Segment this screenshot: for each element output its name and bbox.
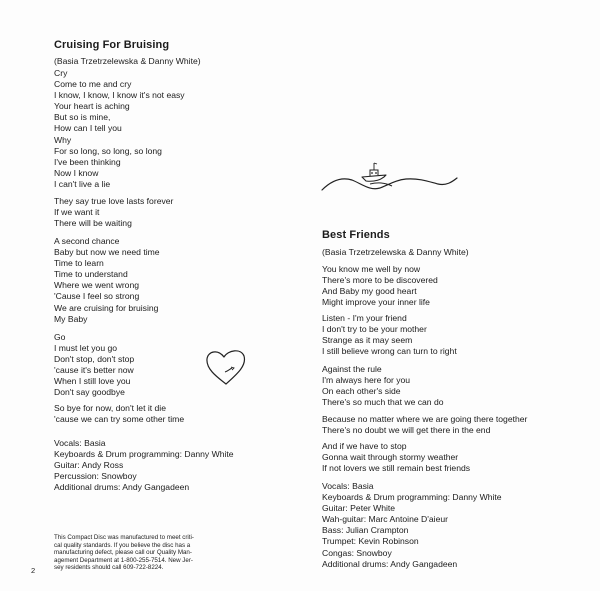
verse-2 (322, 313, 457, 357)
lyric-line: Gonna wait through stormy weather (322, 452, 459, 463)
lyric-line: But so is mine, (54, 112, 111, 123)
notice-line: manufacturing defect, please call our Quality Man- (54, 549, 192, 557)
notice-line: sey residents should call 609-722-8224. (54, 564, 164, 572)
lyric-line: Come to me and cry (54, 79, 132, 90)
lyric-line: I still believe wrong can turn to right (322, 346, 457, 357)
page-number: 2 (31, 566, 36, 575)
lyric-line: There will be waiting (54, 218, 132, 229)
credit-line: Percussion: Snowboy (54, 471, 137, 482)
verse-3 (322, 364, 444, 408)
song-title-cruising-for-bruising: Cruising For Bruising (54, 39, 170, 51)
lyric-line: And if we have to stop (322, 441, 407, 451)
lyric-line: I don't try to be your mother (322, 324, 427, 335)
lyric-line: If not lovers we still remain best friends (322, 463, 471, 474)
lyric-line: And Baby my good heart (322, 286, 417, 297)
lyric-line: Baby but now we need time (54, 247, 160, 258)
credit-line: Additional drums: Andy Gangadeen (322, 558, 458, 569)
lyric-line: You know me well by now (322, 264, 421, 274)
verse-5 (322, 441, 470, 474)
musician-credits (322, 481, 502, 570)
lyric-line: 'cause we can try some other time (54, 414, 185, 425)
lyric-line: I've been thinking (54, 156, 121, 167)
lyric-line: So bye for now, don't let it die (54, 403, 166, 413)
lyric-line: My Baby (54, 313, 88, 324)
credit-line: Guitar: Andy Ross (54, 460, 124, 471)
lyric-line: Don't say goodbye (54, 387, 125, 398)
song-title-best-friends: Best Friends (322, 229, 390, 241)
lyric-line: Go (54, 332, 66, 342)
lyric-line: Strange as it may seem (322, 335, 413, 346)
credit-line: Trumpet: Kevin Robinson (322, 536, 419, 547)
lyric-line: I'm always here for you (322, 375, 411, 386)
lyric-line: A second chance (54, 236, 120, 246)
lyric-line: Don't stop, don't stop (54, 354, 135, 365)
credit-line: Vocals: Basia (54, 438, 106, 448)
lyric-line: There's more to be discovered (322, 275, 438, 286)
verse-4 (54, 332, 134, 399)
lyric-line: Might improve your inner life (322, 297, 430, 308)
lyric-line: There's no doubt we will get there in the end (322, 425, 491, 436)
lyric-line: Your heart is aching (54, 101, 130, 112)
heart-doodle-icon (203, 347, 249, 387)
lyric-line: Listen - I'm your friend (322, 313, 407, 323)
verse-2 (54, 196, 173, 229)
lyric-line: I know, I know, I know it's not easy (54, 90, 185, 101)
lyric-line: They say true love lasts forever (54, 196, 174, 206)
credit-line: Bass: Julian Crampton (322, 525, 409, 536)
lyric-line: Because no matter where we are going there together (322, 414, 528, 424)
verse-1 (54, 68, 185, 190)
lyric-line: Why (54, 134, 72, 145)
credit-line: Keyboards & Drum programming: Danny White (322, 492, 502, 503)
lyric-line: When I still love you (54, 376, 131, 387)
verse-1 (322, 264, 438, 308)
lyric-line: Cry (54, 68, 68, 78)
lyric-line: Where we went wrong (54, 280, 140, 291)
credit-line: Additional drums: Andy Gangadeen (54, 482, 190, 493)
credit-line: Keyboards & Drum programming: Danny White (54, 449, 234, 460)
lyric-line: 'cause it's better now (54, 365, 134, 376)
lyric-line: Now I know (54, 167, 99, 178)
credit-line: Wah-guitar: Marc Antoine D'aieur (322, 514, 448, 525)
notice-line: agement Department at 1-800-255-7514. New Jer- (54, 556, 193, 564)
notice-line: cal quality standards. If you believe the disc has a (54, 541, 191, 549)
lyric-line: There's so much that we can do (322, 397, 444, 408)
credit-line: Guitar: Peter White (322, 503, 396, 514)
notice-line: This Compact Disc was manufactured to meet criti- (54, 534, 194, 541)
quality-notice (54, 534, 224, 572)
lyric-line: How can I tell you (54, 123, 122, 134)
lyric-line: We are cruising for bruising (54, 302, 159, 313)
credit-line: Congas: Snowboy (322, 547, 392, 558)
verse-4 (322, 414, 527, 436)
lyric-line: Against the rule (322, 364, 382, 374)
musician-credits (54, 438, 234, 493)
lyric-line: For so long, so long, so long (54, 145, 162, 156)
verse-3 (54, 236, 160, 325)
songwriter-credit: (Basia Trzetrzelewska & Danny White) (322, 247, 469, 257)
lyric-line: I can't live a lie (54, 178, 111, 189)
songwriter-credit: (Basia Trzetrzelewska & Danny White) (54, 56, 201, 66)
verse-5 (54, 403, 184, 425)
boat-on-waves-doodle-icon (320, 160, 460, 200)
credit-line: Vocals: Basia (322, 481, 374, 491)
lyric-line: I must let you go (54, 343, 118, 354)
lyric-line: 'Cause I feel so strong (54, 291, 140, 302)
lyric-line: Time to learn (54, 258, 104, 269)
lyric-line: Time to understand (54, 269, 128, 280)
lyric-line: On each other's side (322, 386, 401, 397)
lyric-line: If we want it (54, 207, 100, 218)
